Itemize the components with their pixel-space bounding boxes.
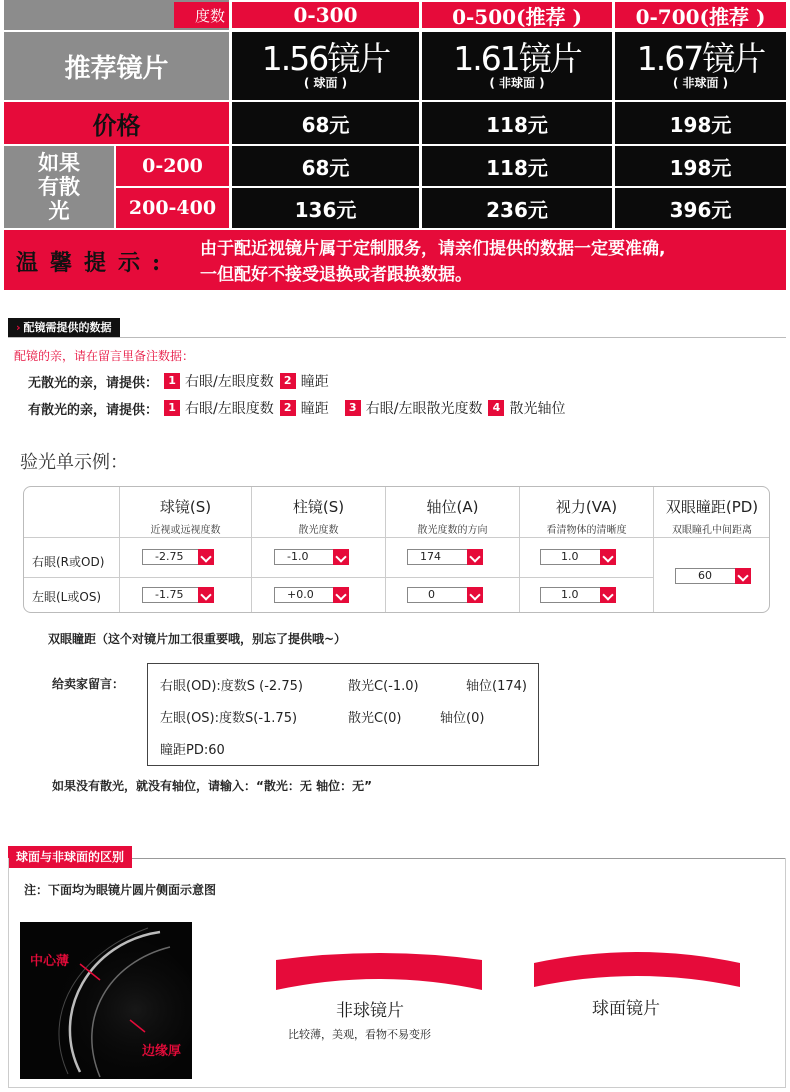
pd-note: 双眼瞳距（这个对镜片加工很重要哦，别忘了提供哦~） <box>48 632 347 646</box>
seller-message-box <box>147 663 539 766</box>
number-badge: 2 <box>280 373 296 389</box>
price-table <box>4 0 786 295</box>
degree-label-cell <box>174 2 229 28</box>
lens-type: ( 非球面 ) <box>489 76 545 90</box>
astig-label: 如果有散光 <box>4 146 114 228</box>
lens-type: ( 球面 ) <box>303 76 348 90</box>
column-header-cylinder: 柱镜(S) 散光度数 <box>292 498 345 536</box>
astig-price-0-0: 68元 <box>232 146 419 186</box>
chevron-down-icon <box>600 549 616 565</box>
right-axis-select[interactable]: 174 <box>407 549 483 565</box>
astig-price-1-1: 236元 <box>422 188 612 228</box>
astig-price-0-2: 198元 <box>615 146 786 186</box>
price-cell-1: 118元 <box>422 102 612 144</box>
aspheric-lens-diagram <box>272 950 486 992</box>
right-sphere-select[interactable]: -2.75 <box>142 549 214 565</box>
range-header-1: 0-500(推荐 ) <box>422 2 612 28</box>
data-note: 配镜的亲，请在留言里备注数据： <box>14 349 195 363</box>
price-cell-0: 68元 <box>232 102 419 144</box>
column-header-axis: 轴位(A) 散光度数的方向 <box>417 498 488 536</box>
number-badge: 4 <box>488 400 504 416</box>
chevron-down-icon <box>333 587 349 603</box>
section-divider <box>8 337 786 338</box>
number-badge: 1 <box>164 373 180 389</box>
lens-cell-1 <box>422 32 612 100</box>
msg-right-axis: 轴位(174) <box>466 679 527 694</box>
edge-thick-label: 边缘厚 <box>142 1044 182 1059</box>
example-title: 验光单示例： <box>20 452 128 473</box>
spheric-title: 球面镜片 <box>592 999 660 1019</box>
number-badge: 3 <box>345 400 361 416</box>
msg-left-axis: 轴位(0) <box>440 711 485 726</box>
column-header-pd: 双眼瞳距(PD) 双眼瞳孔中间距离 <box>665 498 759 536</box>
chevron-down-icon <box>467 587 483 603</box>
astig-price-0-1: 118元 <box>422 146 612 186</box>
astig-price-1-0: 136元 <box>232 188 419 228</box>
lens-cell-2 <box>615 32 786 100</box>
spheric-lens-diagram <box>530 947 744 989</box>
tip-text: 由于配近视镜片属于定制服务，请亲们提供的数据一定要准确, 一但配好不接受退换或者跟换数据。 <box>200 239 666 285</box>
tip-label: 温馨提示: <box>16 250 173 276</box>
msg-right-sphere: 右眼(OD):度数S (-2.75) <box>160 679 303 694</box>
message-label: 给卖家留言： <box>52 677 125 691</box>
chevron-right-icon: › <box>16 321 21 334</box>
right-va-select[interactable]: 1.0 <box>540 549 616 565</box>
lens-name: 1.61镜片 <box>453 39 581 78</box>
chevron-down-icon <box>735 568 751 584</box>
pd-select[interactable]: 60 <box>675 568 751 584</box>
no-astig-label: 无散光的亲，请提供： <box>28 375 159 391</box>
right-cylinder-select[interactable]: -1.0 <box>274 549 349 565</box>
center-thin-label: 中心薄 <box>30 954 70 969</box>
no-astig-requirements: 无散光的亲，请提供： 1 右眼/左眼度数 2 瞳距 <box>28 371 329 391</box>
chevron-down-icon <box>198 587 214 603</box>
astig-range-0: 0-200 <box>116 146 229 186</box>
lens-photo <box>20 922 192 1079</box>
with-astig-requirements: 有散光的亲，请提供： 1 右眼/左眼度数 2 瞳距 3 右眼/左眼散光度数 4 散光轴位 <box>28 398 565 418</box>
number-badge: 2 <box>280 400 296 416</box>
msg-pd: 瞳距PD:60 <box>160 743 225 758</box>
lens-name: 1.67镜片 <box>636 39 765 78</box>
degree-label: 度数 <box>194 6 225 25</box>
section-tag-lens: 球面与非球面的区别 <box>8 846 132 868</box>
left-cylinder-select[interactable]: +0.0 <box>274 587 349 603</box>
aspheric-title: 非球镜片 <box>336 1001 404 1021</box>
recommend-label: 推荐镜片 <box>4 32 229 100</box>
range-header-2: 0-700(推荐 ) <box>615 2 786 28</box>
left-sphere-select[interactable]: -1.75 <box>142 587 214 603</box>
lens-cell-0 <box>232 32 419 100</box>
price-cell-2: 198元 <box>615 102 786 144</box>
chevron-down-icon <box>467 549 483 565</box>
lens-name: 1.56镜片 <box>261 39 390 78</box>
row-label-right-eye: 右眼(R或OD) <box>32 555 105 569</box>
msg-right-cyl: 散光C(-1.0) <box>348 679 419 694</box>
range-header-0: 0-300 <box>232 2 419 28</box>
number-badge: 1 <box>164 400 180 416</box>
column-header-va: 视力(VA) 看清物体的清晰度 <box>546 498 627 536</box>
with-astig-label: 有散光的亲，请提供： <box>28 402 159 418</box>
row-label-left-eye: 左眼(L或OS) <box>32 590 102 604</box>
section-tag-data: › 配镜需提供的数据 <box>8 318 120 338</box>
chevron-down-icon <box>333 549 349 565</box>
astig-range-1: 200-400 <box>116 188 229 228</box>
chevron-down-icon <box>198 549 214 565</box>
astig-price-1-2: 396元 <box>615 188 786 228</box>
chevron-down-icon <box>600 587 616 603</box>
column-header-sphere: 球镜(S) 近视或远视度数 <box>150 498 221 536</box>
prescription-table <box>23 486 770 613</box>
price-label: 价格 <box>4 102 229 144</box>
tip-banner <box>4 230 786 290</box>
no-astig-note: 如果没有散光，就没有轴位，请输入：“散光：无 轴位：无” <box>52 779 372 793</box>
msg-left-sphere: 左眼(OS):度数S(-1.75) <box>160 711 298 726</box>
msg-left-cyl: 散光C(0) <box>348 711 402 726</box>
lens-type: ( 非球面 ) <box>672 76 729 90</box>
aspheric-sub: 比较薄，美观，看物不易变形 <box>288 1028 431 1041</box>
lens-note: 注：下面均为眼镜片圆片侧面示意图 <box>24 883 217 897</box>
left-axis-select[interactable]: 0 <box>407 587 483 603</box>
left-va-select[interactable]: 1.0 <box>540 587 616 603</box>
